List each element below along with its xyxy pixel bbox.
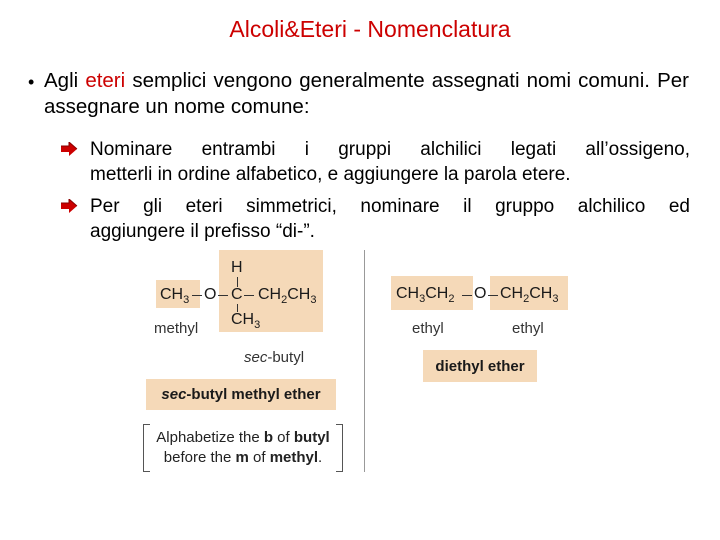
- oxygen-left: O: [204, 286, 217, 303]
- label-methyl: methyl: [154, 320, 199, 337]
- subitem-2-line2: aggiungere il prefisso “di-”.: [90, 221, 315, 242]
- h-atom: H: [231, 259, 243, 276]
- note-text-d: butyl: [293, 429, 330, 446]
- label-ethyl-left: ethyl: [412, 320, 444, 337]
- name-suffix: -butyl methyl ether: [186, 386, 321, 403]
- note-text-i: .: [318, 449, 323, 466]
- note-text-b: b: [263, 429, 274, 446]
- bond-right-figure-left: [462, 295, 472, 296]
- bullet-part1: Agli: [44, 69, 86, 92]
- ethyl-right-group: $CH_2CH_3$: [500, 285, 559, 306]
- bullet-dot: •: [28, 72, 35, 92]
- note-text-a: Alphabetize the: [156, 429, 264, 446]
- subitem-1-line1: Nominare entrambi i gruppi alchilici legati all’ossigeno,: [90, 139, 690, 160]
- main-bullet-text: [44, 68, 689, 120]
- bond-right: [244, 295, 254, 296]
- bond-right-figure-right: [488, 295, 498, 296]
- label-secbutyl-prefix: sec: [244, 349, 268, 366]
- ch3-bottom: $CH_3$: [231, 311, 261, 332]
- name-prefix: sec: [161, 386, 187, 403]
- subitem-2: [90, 194, 690, 244]
- note-text-e: before the: [163, 449, 236, 466]
- note-text-c: of: [273, 429, 294, 446]
- note-text-f: m: [235, 449, 249, 466]
- label-ethyl-right: ethyl: [512, 320, 544, 337]
- name-box-secbutyl-methyl-ether: [146, 379, 336, 410]
- bond-mid: [218, 295, 228, 296]
- subitem-1: [90, 137, 690, 187]
- oxygen-right: O: [474, 285, 487, 302]
- bullet-highlight: eteri: [85, 69, 126, 92]
- subitem-2-line1: Per gli eteri simmetrici, nominare il gruppo alchilico ed: [90, 196, 690, 217]
- note-text-h: methyl: [269, 449, 319, 466]
- ethyl-left-group: $CH_3CH_2$: [396, 285, 455, 306]
- carbon-center: C: [231, 286, 243, 303]
- subitem-1-line2: metterli in ordine alfabetico, e aggiungere la parola etere.: [90, 164, 571, 185]
- alphabetize-note: [146, 428, 340, 470]
- bond-left: [192, 295, 202, 296]
- label-secbutyl: [244, 349, 304, 366]
- note-text-g: of: [248, 449, 270, 466]
- ch2ch3-left: $CH_2CH_3$: [258, 286, 317, 307]
- arrow-bullet-icon: [60, 199, 78, 213]
- vertical-divider: [364, 250, 365, 472]
- name-box-diethyl-ether: diethyl ether: [423, 350, 537, 382]
- bullet-part2: semplici vengono generalmente assegnati nomi comuni. Per assegnare un nome comune:: [44, 69, 689, 118]
- ch3-left: $CH_3$: [160, 286, 190, 307]
- label-secbutyl-suffix: -butyl: [267, 349, 305, 366]
- slide-title: Alcoli&Eteri - Nomenclatura: [229, 16, 511, 42]
- arrow-bullet-icon: [60, 142, 78, 156]
